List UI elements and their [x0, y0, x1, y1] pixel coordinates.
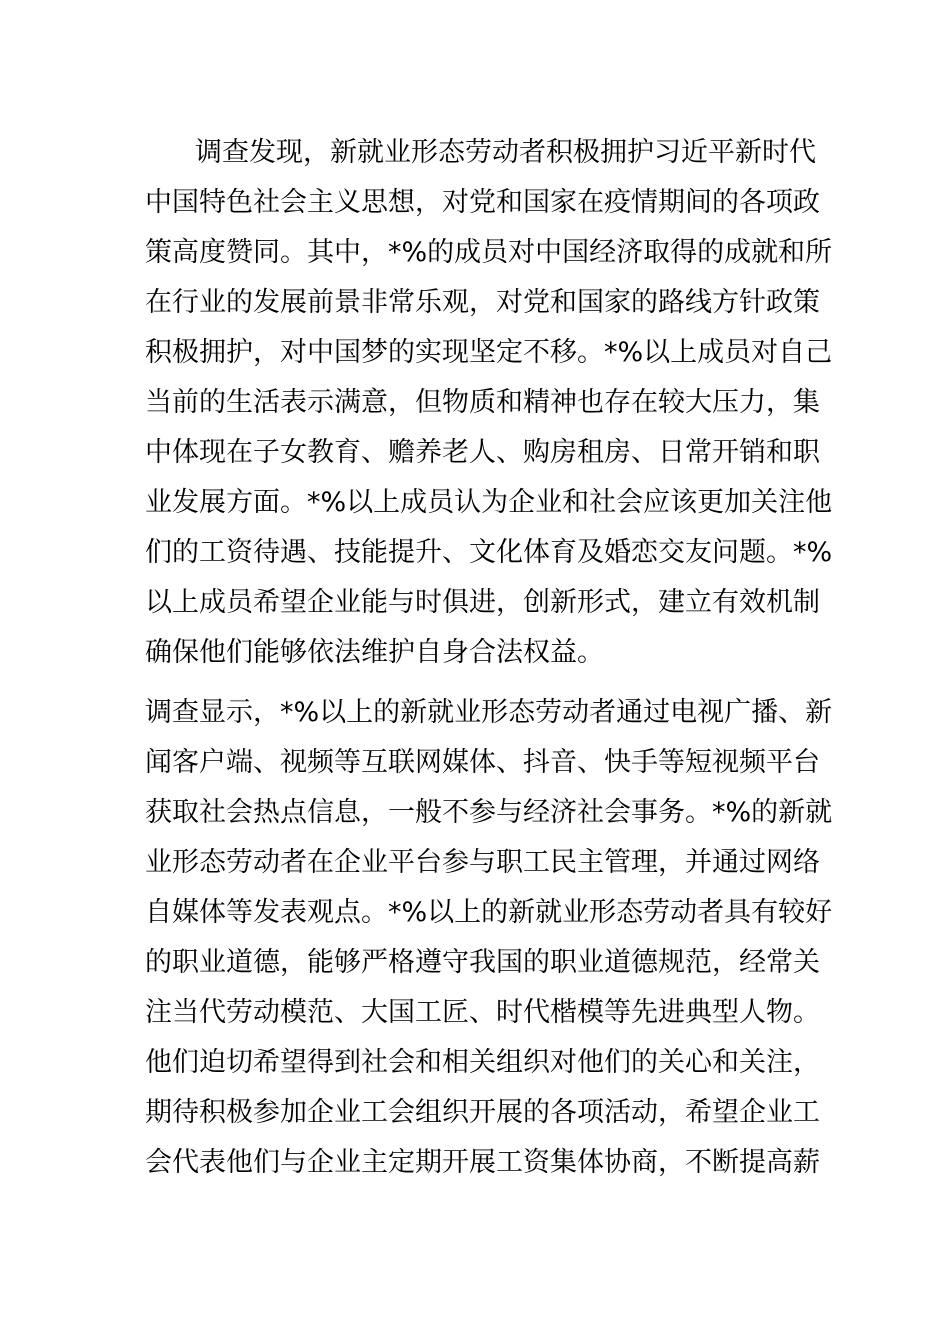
text-line: 中体现在子女教育、赡养老人、购房租房、日常开销和职: [145, 437, 820, 468]
text-line: 以上成员希望企业能与时俱进，创新形式，建立有效机制: [145, 587, 820, 618]
text-line: 中国特色社会主义思想，对党和国家在疫情期间的各项政: [145, 187, 820, 218]
text-line: 会代表他们与企业主定期开展工资集体协商，不断提高薪: [145, 1147, 820, 1178]
text-line: 在行业的发展前景非常乐观，对党和国家的路线方针政策: [145, 287, 820, 318]
text-line: 业发展方面。*%以上成员认为企业和社会应该更加关注他: [145, 487, 833, 518]
text-line: 调查发现，新就业形态劳动者积极拥护习近平新时代: [195, 137, 816, 168]
text-line: 他们迫切希望得到社会和相关组织对他们的关心和关注，: [145, 1047, 820, 1078]
paragraph-survey-display: [145, 688, 833, 1188]
text-line: 的职业道德，能够严格遵守我国的职业道德规范，经常关: [145, 947, 820, 978]
text-line: 们的工资待遇、技能提升、文化体育及婚恋交友问题。*%: [145, 537, 833, 568]
text-line: 策高度赞同。其中，*%的成员对中国经济取得的成就和所: [145, 237, 833, 268]
text-line: 闻客户端、视频等互联网媒体、抖音、快手等短视频平台: [145, 747, 820, 778]
text-line: 积极拥护，对中国梦的实现坚定不移。*%以上成员对自己: [145, 337, 833, 368]
paragraph-survey-findings: [145, 128, 833, 678]
text-line: 自媒体等发表观点。*%以上的新就业形态劳动者具有较好: [145, 897, 833, 928]
text-line: 期待积极参加企业工会组织开展的各项活动，希望企业工: [145, 1097, 820, 1128]
text-line: 注当代劳动模范、大国工匠、时代楷模等先进典型人物。: [145, 997, 820, 1028]
text-line: 确保他们能够依法维护自身合法权益。: [145, 637, 604, 668]
text-line: 获取社会热点信息，一般不参与经济社会事务。*%的新就: [145, 797, 833, 828]
text-line: 业形态劳动者在企业平台参与职工民主管理，并通过网络: [145, 847, 820, 878]
text-line: 调查显示，*%以上的新就业形态劳动者通过电视广播、新: [145, 697, 833, 728]
text-line: 当前的生活表示满意，但物质和精神也存在较大压力，集: [145, 387, 820, 418]
